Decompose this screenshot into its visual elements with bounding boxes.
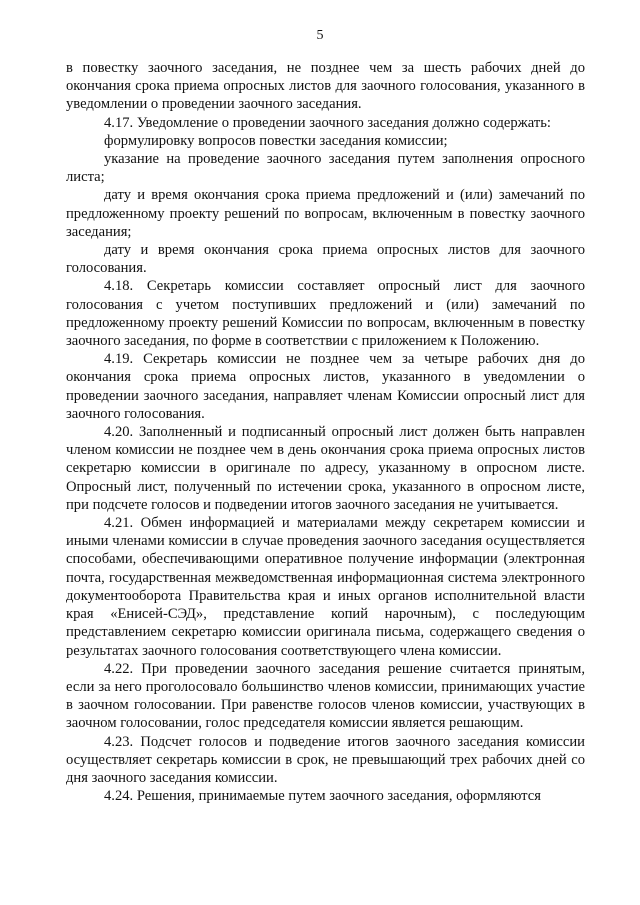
paragraph: 4.22. При проведении заочного заседания решение считается принятым, если за него проголосовало большинство членов комиссии, принимающих участие в заочном голосовании. При равенстве голосов членов комиссии, участвующих в заочном голосовании, голос председателя комиссии является решающим.: [66, 660, 585, 732]
paragraph: в повестку заочного заседания, не позднее чем за шесть рабочих дней до окончания срока приема опросных листов для заочного голосования, указанного в уведомлении о проведении заочного заседания.: [66, 60, 585, 113]
paragraph: 4.19. Секретарь комиссии не позднее чем за четыре рабочих дня до окончания срока приема опросных листов, указанного в уведомлении о проведении заочного заседания, направляет членам Комиссии опросный лист для заочного голосования.: [66, 351, 585, 422]
paragraph: формулировку вопросов повестки заседания комиссии;: [104, 132, 448, 149]
paragraph: 4.17. Уведомление о проведении заочного заседания должно содержать:: [104, 114, 551, 131]
paragraph: 4.18. Секретарь комиссии составляет опросный лист для заочного голосования с учетом поступивших предложений и (или) замечаний по предложенному проекту решений Комиссии по вопросам, включенным в повестку заочного заседания, по форме в соответствии с приложением к Положению.: [66, 278, 585, 350]
paragraph: дату и время окончания срока приема опросных листов для заочного голосования.: [66, 242, 585, 277]
document-body: [66, 59, 585, 805]
paragraph: указание на проведение заочного заседания путем заполнения опросного листа;: [66, 151, 585, 186]
paragraph: 4.23. Подсчет голосов и подведение итогов заочного заседания комиссии осуществляет секретарь комиссии в срок, не превышающий трех рабочих дней со дня заочного заседания комиссии.: [66, 733, 585, 786]
paragraph: 4.21. Обмен информацией и материалами между секретарем комиссии и иными членами комиссии в случае проведения заочного заседания осуществляется способами, обеспечивающими оперативное получение информации (электронная почта, государственная межведомственная информационная система электронного документооборота Правительства края и иных органов исполнительной власти края «Енисей-СЭД», представление копий нарочным), с последующим представлением секретарю комиссии оригинала письма, содержащего сведения о результатах заочного голосования соответствующего члена комиссии.: [66, 515, 585, 659]
paragraph: дату и время окончания срока приема предложений и (или) замечаний по предложенному проекту решений по вопросам, включенным в повестку заочного заседания;: [66, 187, 585, 240]
paragraph: 4.20. Заполненный и подписанный опросный лист должен быть направлен членом комиссии не позднее чем в день окончания срока приема опросных листов секретарю комиссии в оригинале по адресу, указанному в опросном листе. Опросный лист, полученный по истечении срока, указанного в опросном листе, при подсчете голосов и подведении итогов заочного заседания не учитывается.: [66, 424, 585, 513]
page-number: 5: [316, 28, 324, 43]
paragraph: 4.24. Решения, принимаемые путем заочного заседания, оформляются: [104, 788, 541, 805]
